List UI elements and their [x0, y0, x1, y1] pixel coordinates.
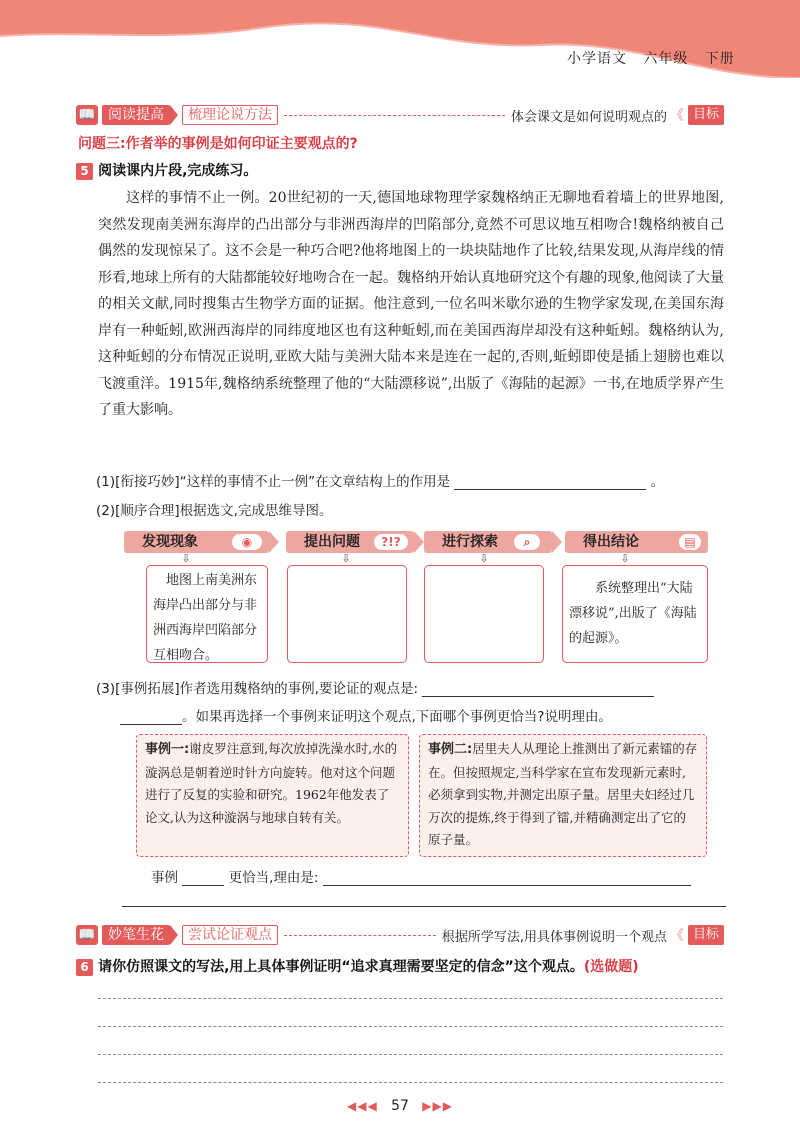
flow-step-question	[286, 531, 414, 553]
flow-arrow-icon	[552, 531, 562, 553]
example-1-title: 事例一:	[145, 742, 190, 757]
eye-icon: ◉	[232, 534, 262, 550]
writing-line[interactable]	[98, 1082, 723, 1083]
answer-blank-example[interactable]	[182, 869, 224, 886]
book-icon: 📖	[76, 925, 98, 945]
question-3-continued	[120, 705, 730, 725]
flow-arrow-icon	[414, 531, 424, 553]
flow-step-label: 发现现象	[142, 534, 198, 550]
task-number-badge: 5	[76, 163, 93, 180]
flow-step-label: 提出问题	[304, 534, 360, 550]
example-1-text: 谢皮罗注意到,每次放掉洗澡水时,水的漩涡总是朝着逆时针方向旋转。他对这个问题进行了反复的实验和研究。1962年他发表了论文,认为这种漩涡与地球自转有关。	[145, 741, 398, 825]
question-1	[96, 470, 736, 490]
header-grade: 六年级	[643, 51, 689, 67]
flow-step-label: 进行探索	[442, 534, 498, 550]
section-goal-label: 目标	[688, 925, 724, 945]
question-3-text-2: 。如果再选择一个事例来证明这个观点,下面哪个事例更恰当?说明理由。	[182, 709, 612, 725]
answer-blank-reason[interactable]	[323, 869, 691, 886]
question-3	[96, 677, 736, 697]
section-sub-label: 梳理论说方法	[182, 105, 278, 125]
reading-passage: 这样的事情不止一例。20世纪初的一天,德国地球物理学家魏格纳正无聊地看着墙上的世界地图,突然发现南美洲东海岸的凸出部分与非洲西海岸的凹陷部分,竟然不可思议地互相吻合!魏格纳被自己偶然的发现惊呆了。这不会是一种巧合吧?他将地图上的一块块陆地作了比较,结果发现,从海岸线的情形看,地球上所有的大陆都能较好地吻合在一起。魏格纳开始认真地研究这个有趣的现象,他阅读了大量的相关文献,同时搜集古生物学方面的证据。他注意到,一位名叫米歇尔逊的生物学家发现,在美国东海岸有一种蚯蚓,欧洲西海岸的同纬度地区也有这种蚯蚓,而在美国西海岸却没有这种蚯蚓。魏格纳认为,这种蚯蚓的分布情况正说明,亚欧大陆与美洲大陆本来是连在一起的,否则,蚯蚓即使是插上翅膀也难以飞渡重洋。1915年,魏格纳系统整理了他的“大陆漂移说”,出版了《海陆的起源》一书,在地质学界产生了重大影响。	[98, 190, 724, 418]
task-5-instruction: 阅读课内片段,完成练习。	[98, 163, 258, 179]
section-main-label: 妙笔生花	[102, 925, 170, 945]
task-number-badge: 6	[76, 959, 93, 976]
chevron-left-icon: 《	[669, 928, 684, 944]
question-2: (2)[顺序合理]根据选文,完成思维导图。	[96, 503, 333, 519]
section-goal-text: 根据所学写法,用具体事例说明一个观点	[441, 929, 667, 945]
flow-box-explore-answer[interactable]	[424, 565, 544, 663]
section-arrow-icon	[170, 105, 178, 125]
example-2-title: 事例二:	[428, 742, 473, 757]
header-subject: 小学语文	[567, 51, 627, 67]
flow-box-question-answer[interactable]	[287, 565, 407, 663]
answer-blank-q3-viewpoint-cont[interactable]	[120, 708, 182, 725]
example-1-box	[136, 734, 409, 857]
flow-step-conclude	[565, 531, 708, 553]
section-divider	[284, 935, 436, 936]
notebook-icon: ▤	[679, 534, 701, 550]
task-6-instruction: 请你仿照课文的写法,用上具体事例证明“追求真理需要坚定的信念”这个观点。	[98, 959, 584, 975]
page-footer	[0, 1098, 800, 1114]
task-6-heading	[76, 956, 736, 976]
down-arrow-icon: ⇩	[341, 552, 351, 565]
answer-line	[151, 866, 731, 886]
section-sub-label: 尝试论证观点	[182, 925, 278, 945]
example-2-box	[419, 734, 707, 857]
magnifier-icon: ⌕	[514, 534, 540, 550]
answer-blank-q1[interactable]	[454, 473, 646, 490]
chevron-left-icon: 《	[669, 108, 684, 124]
down-arrow-icon: ⇩	[479, 552, 489, 565]
section-main-label: 阅读提高	[102, 105, 170, 125]
section-goal-text: 体会课文是如何说明观点的	[510, 109, 667, 125]
answer-mid: 更恰当,理由是:	[228, 870, 319, 886]
task-6-optional-tag: (选做题)	[583, 959, 639, 975]
triangle-left-icon: ◀◀◀	[347, 1099, 378, 1113]
answer-prefix: 事例	[151, 870, 178, 886]
writing-line[interactable]	[98, 998, 723, 999]
answer-blank-reason-line2[interactable]	[122, 906, 726, 907]
section-bar-reading	[76, 103, 724, 127]
writing-line[interactable]	[98, 1054, 723, 1055]
page-header	[567, 48, 735, 68]
flow-step-label: 得出结论	[583, 534, 639, 550]
section-bar-writing	[76, 923, 724, 947]
section-goal-label: 目标	[688, 105, 724, 125]
example-2-text: 居里夫人从理论上推测出了新元素镭的存在。但按照规定,当科学家在宣布发现新元素时,必须拿到实物,并测定出原子量。居里夫妇经过几万次的提炼,终于得到了镭,并精确测定出了它的原子量。	[428, 741, 698, 847]
book-icon: 📖	[76, 105, 98, 125]
question-3-text: (3)[事例拓展]作者选用魏格纳的事例,要论证的观点是:	[96, 681, 418, 697]
down-arrow-icon: ⇩	[620, 552, 630, 565]
flow-box-discover: 地图上南美洲东海岸凸出部分与非洲西海岸凹陷部分互相吻合。	[146, 565, 268, 663]
task-5-heading	[76, 160, 257, 180]
flow-step-discover	[124, 531, 269, 553]
section-divider	[284, 115, 505, 116]
triangle-right-icon: ▶▶▶	[422, 1099, 453, 1113]
question-1-text: (1)[衔接巧妙]“这样的事情不止一例”在文章结构上的作用是	[96, 474, 451, 490]
question-3-title: 问题三:作者举的事例是如何印证主要观点的?	[78, 136, 358, 152]
down-arrow-icon: ⇩	[181, 552, 191, 565]
flow-arrow-icon	[269, 531, 279, 553]
writing-line[interactable]	[98, 1026, 723, 1027]
flow-step-explore	[424, 531, 552, 553]
flow-box-conclude: 系统整理出“大陆漂移说”,出版了《海陆的起源》。	[562, 565, 708, 663]
header-volume: 下册	[704, 51, 735, 67]
section-arrow-icon	[170, 925, 178, 945]
question-1-end: 。	[650, 474, 665, 490]
answer-blank-q3-viewpoint[interactable]	[422, 680, 654, 697]
question-icon: ?!?	[374, 534, 408, 550]
page-number: 57	[391, 1098, 409, 1114]
